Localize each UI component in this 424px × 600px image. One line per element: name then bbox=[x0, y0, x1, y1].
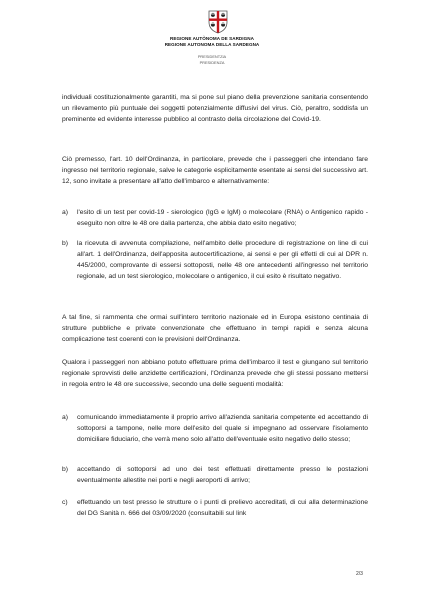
list-marker: c) bbox=[62, 499, 68, 506]
list-item bbox=[62, 238, 368, 282]
paragraph-intro: individuali costituzionalmente garantiti, ma si pone sul piano della prevenzione sanitaria consentendo un rilevamento più puntuale dei soggetti potenzialmente diffusivi del virus. Ciò, peraltro, soddisfa un preminente ed evidente interesse pubblico al contrasto della circolazione del Covid-19. bbox=[62, 94, 368, 123]
list-item bbox=[62, 412, 368, 445]
office-name-italian: PRESIDENZA bbox=[199, 60, 225, 65]
page-number: 2/3 bbox=[356, 571, 363, 577]
list-marker: b) bbox=[62, 466, 69, 473]
region-name-sardinian: REGIONE AUTÒNOMA DE SARDIGNA bbox=[169, 36, 254, 41]
list-item-text: effettuando un test presso le strutture o i punti di prelievo accreditati, di cui alla determinazione del DG Sanità n. 666 del 03/09/2020 (consultabili sul link bbox=[77, 499, 368, 517]
region-name-italian: REGIONE AUTONOMA DELLA SARDEGNA bbox=[164, 42, 260, 47]
list-marker: b) bbox=[62, 240, 69, 247]
list-item bbox=[62, 497, 368, 519]
office-name-sardinian: PRESIDENTZIA bbox=[197, 54, 227, 59]
paragraph-test-structures: A tal fine, si rammenta che ormai sull'intero territorio nazionale ed in Europa esistono centinaia di strutture pubbliche e private convenzionate che effettuano in tempi rapidi e senza alcuna complicazione test coerenti con le previsioni dell'Ordinanza. bbox=[62, 314, 368, 343]
list-item-text: la ricevuta di avvenuta compilazione, nell'ambito delle procedure di registrazione on line di cui all'art. 1 dell'Ordinanza, dell'apposita autocertificazione, ai sensi e per gli effetti di cui al DPR n. 445/2000, comprovante di essersi sottoposti, nelle 48 ore antecedenti all'ingresso nel territorio regionale, ad un test sierologico, molecolare o antigenico, il cui esito è risultato negativo. bbox=[77, 240, 368, 280]
list-item bbox=[62, 464, 368, 486]
list-item-text: l'esito di un test per covid-19 - sierologico (IgG e IgM) o molecolare (RNA) o Antigenico rapido - eseguito non oltre le 48 ore dalla partenza, che abbia dato esito negativo; bbox=[77, 209, 368, 227]
sardinia-coat-of-arms-icon bbox=[207, 9, 229, 34]
list-marker: a) bbox=[62, 209, 69, 216]
paragraph-missing-certification: Qualora i passeggeri non abbiano potuto effettuare prima dell'imbarco il test e giungano sul territorio regionale sprovvisti delle anzidette certificazioni, l'Ordinanza prevede che gli stessi possano mettersi in regola entro le 48 ore successive, secondo una delle seguenti modalità: bbox=[62, 359, 368, 388]
list-item-text: comunicando immediatamente il proprio arrivo all'azienda sanitaria competente ed accettando di sottoporsi a tampone, nelle more dell'esito del quale si impegnano ad osservare l'isolamento domiciliare fiduciario, che verrà meno solo all'atto dell'eventuale esito negativo dello stesso; bbox=[77, 414, 368, 443]
list-item bbox=[62, 207, 368, 229]
list-item-text: accettando di sottoporsi ad uno dei test effettuati direttamente presso le postazioni eventualmente allestite nei porti e negli aeroporti di arrivo; bbox=[77, 466, 368, 484]
paragraph-article-10: Ciò premesso, l'art. 10 dell'Ordinanza, in particolare, prevede che i passeggeri che intendano fare ingresso nel territorio regionale, salve le categorie esplicitamente esentate ai sensi del successivo art. 12, sono invitate a presentare all'atto dell'imbarco e alternativamente: bbox=[62, 156, 368, 185]
list-marker: a) bbox=[62, 414, 69, 421]
